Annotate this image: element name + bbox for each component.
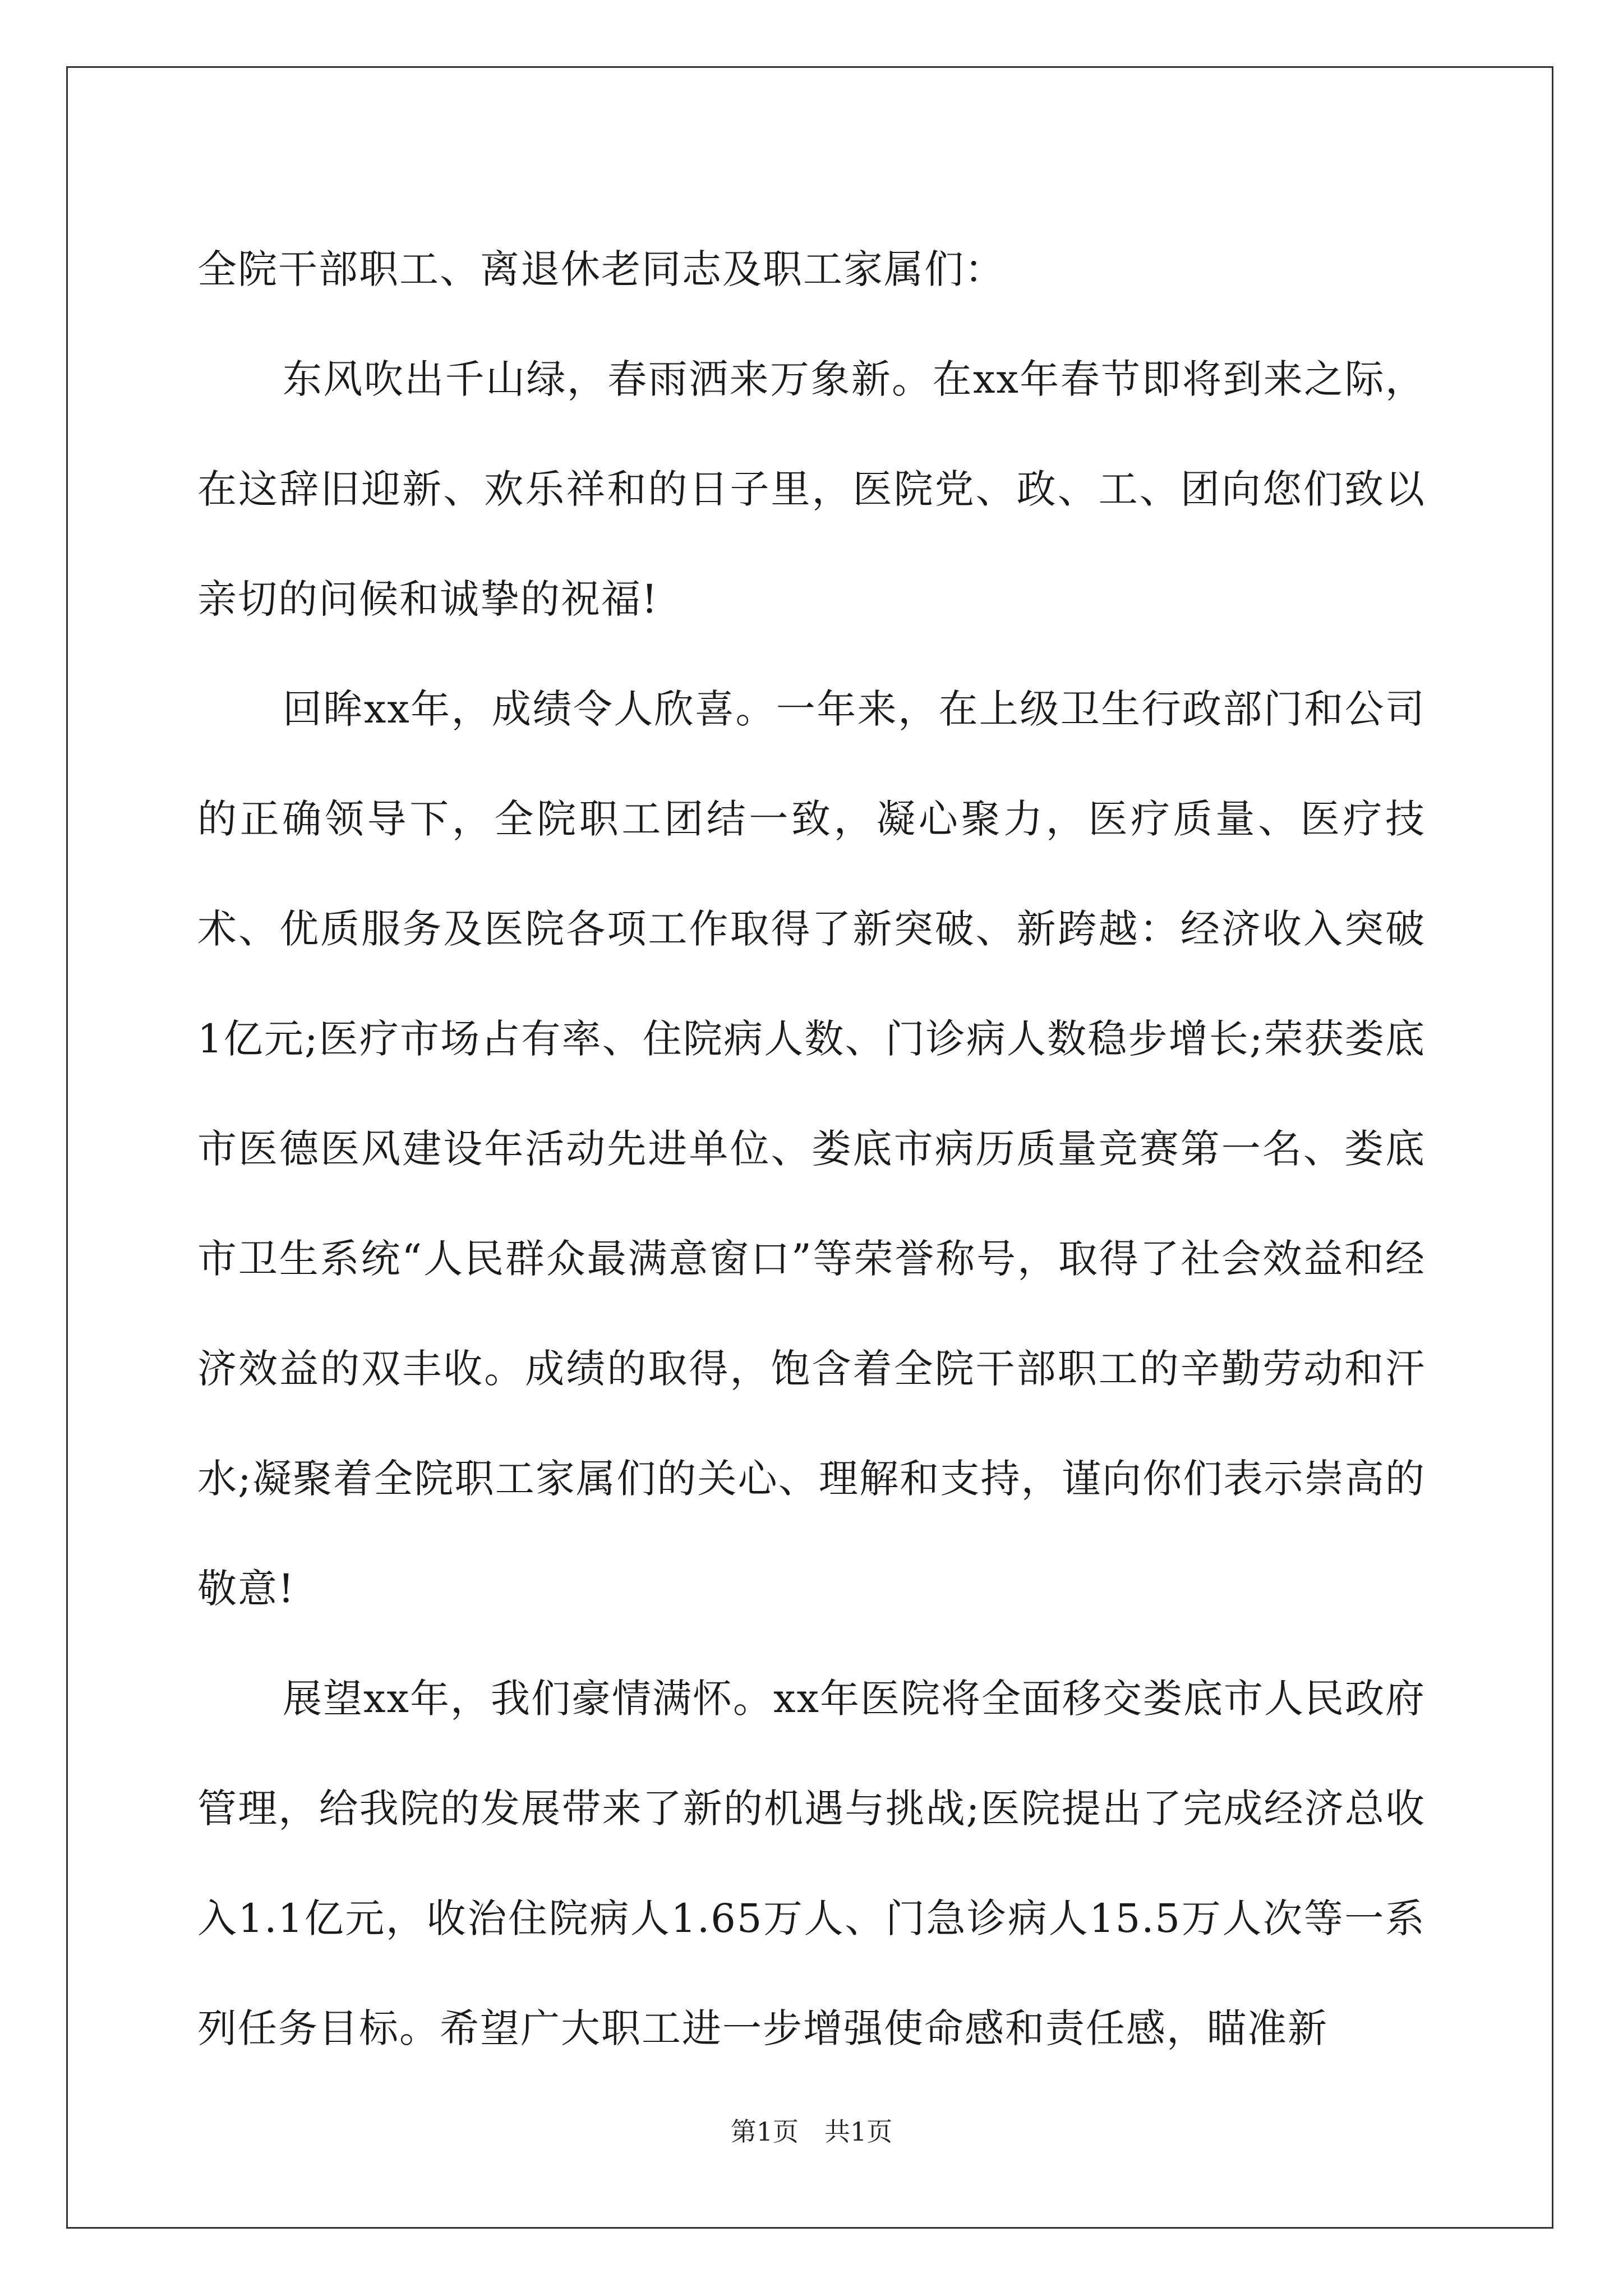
document-body <box>197 214 1426 2083</box>
page-footer <box>0 2115 1623 2148</box>
paragraph-greeting: 东风吹出千山绿，春雨洒来万象新。在xx年春节即将到来之际，在这辞旧迎新、欢乐祥和的日子里，医院党、政、工、团向您们致以亲切的问候和诚挚的祝福! <box>197 356 1426 622</box>
page-total: 共1页 <box>824 2116 893 2147</box>
salutation: 全院干部职工、离退休老同志及职工家属们： <box>197 246 1005 292</box>
paragraph-outlook: 展望xx年，我们豪情满怀。xx年医院将全面移交娄底市人民政府管理，给我院的发展带来了新的机遇与挑战;医院提出了完成经济总收入1.1亿元，收治住院病人1.65万人、门急诊病人15.5万人次等一系列任务目标。希望广大职工进一步增强使命感和责任感，瞄准新 <box>197 1676 1426 2051</box>
paragraph-review: 回眸xx年，成绩令人欣喜。一年来，在上级卫生行政部门和公司的正确领导下，全院职工团结一致，凝心聚力，医疗质量、医疗技术、优质服务及医院各项工作取得了新突破、新跨越：经济收入突破1亿元;医疗市场占有率、住院病人数、门诊病人数稳步增长;荣获娄底市医德医风建设年活动先进单位、娄底市病历质量竞赛第一名、娄底市卫生系统“人民群众最满意窗口”等荣誉称号，取得了社会效益和经济效益的双丰收。成绩的取得，饱含着全院干部职工的辛勤劳动和汗水;凝聚着全院职工家属们的关心、理解和支持，谨向你们表示崇高的敬意! <box>197 686 1426 1612</box>
page-number: 第1页 <box>730 2116 799 2147</box>
